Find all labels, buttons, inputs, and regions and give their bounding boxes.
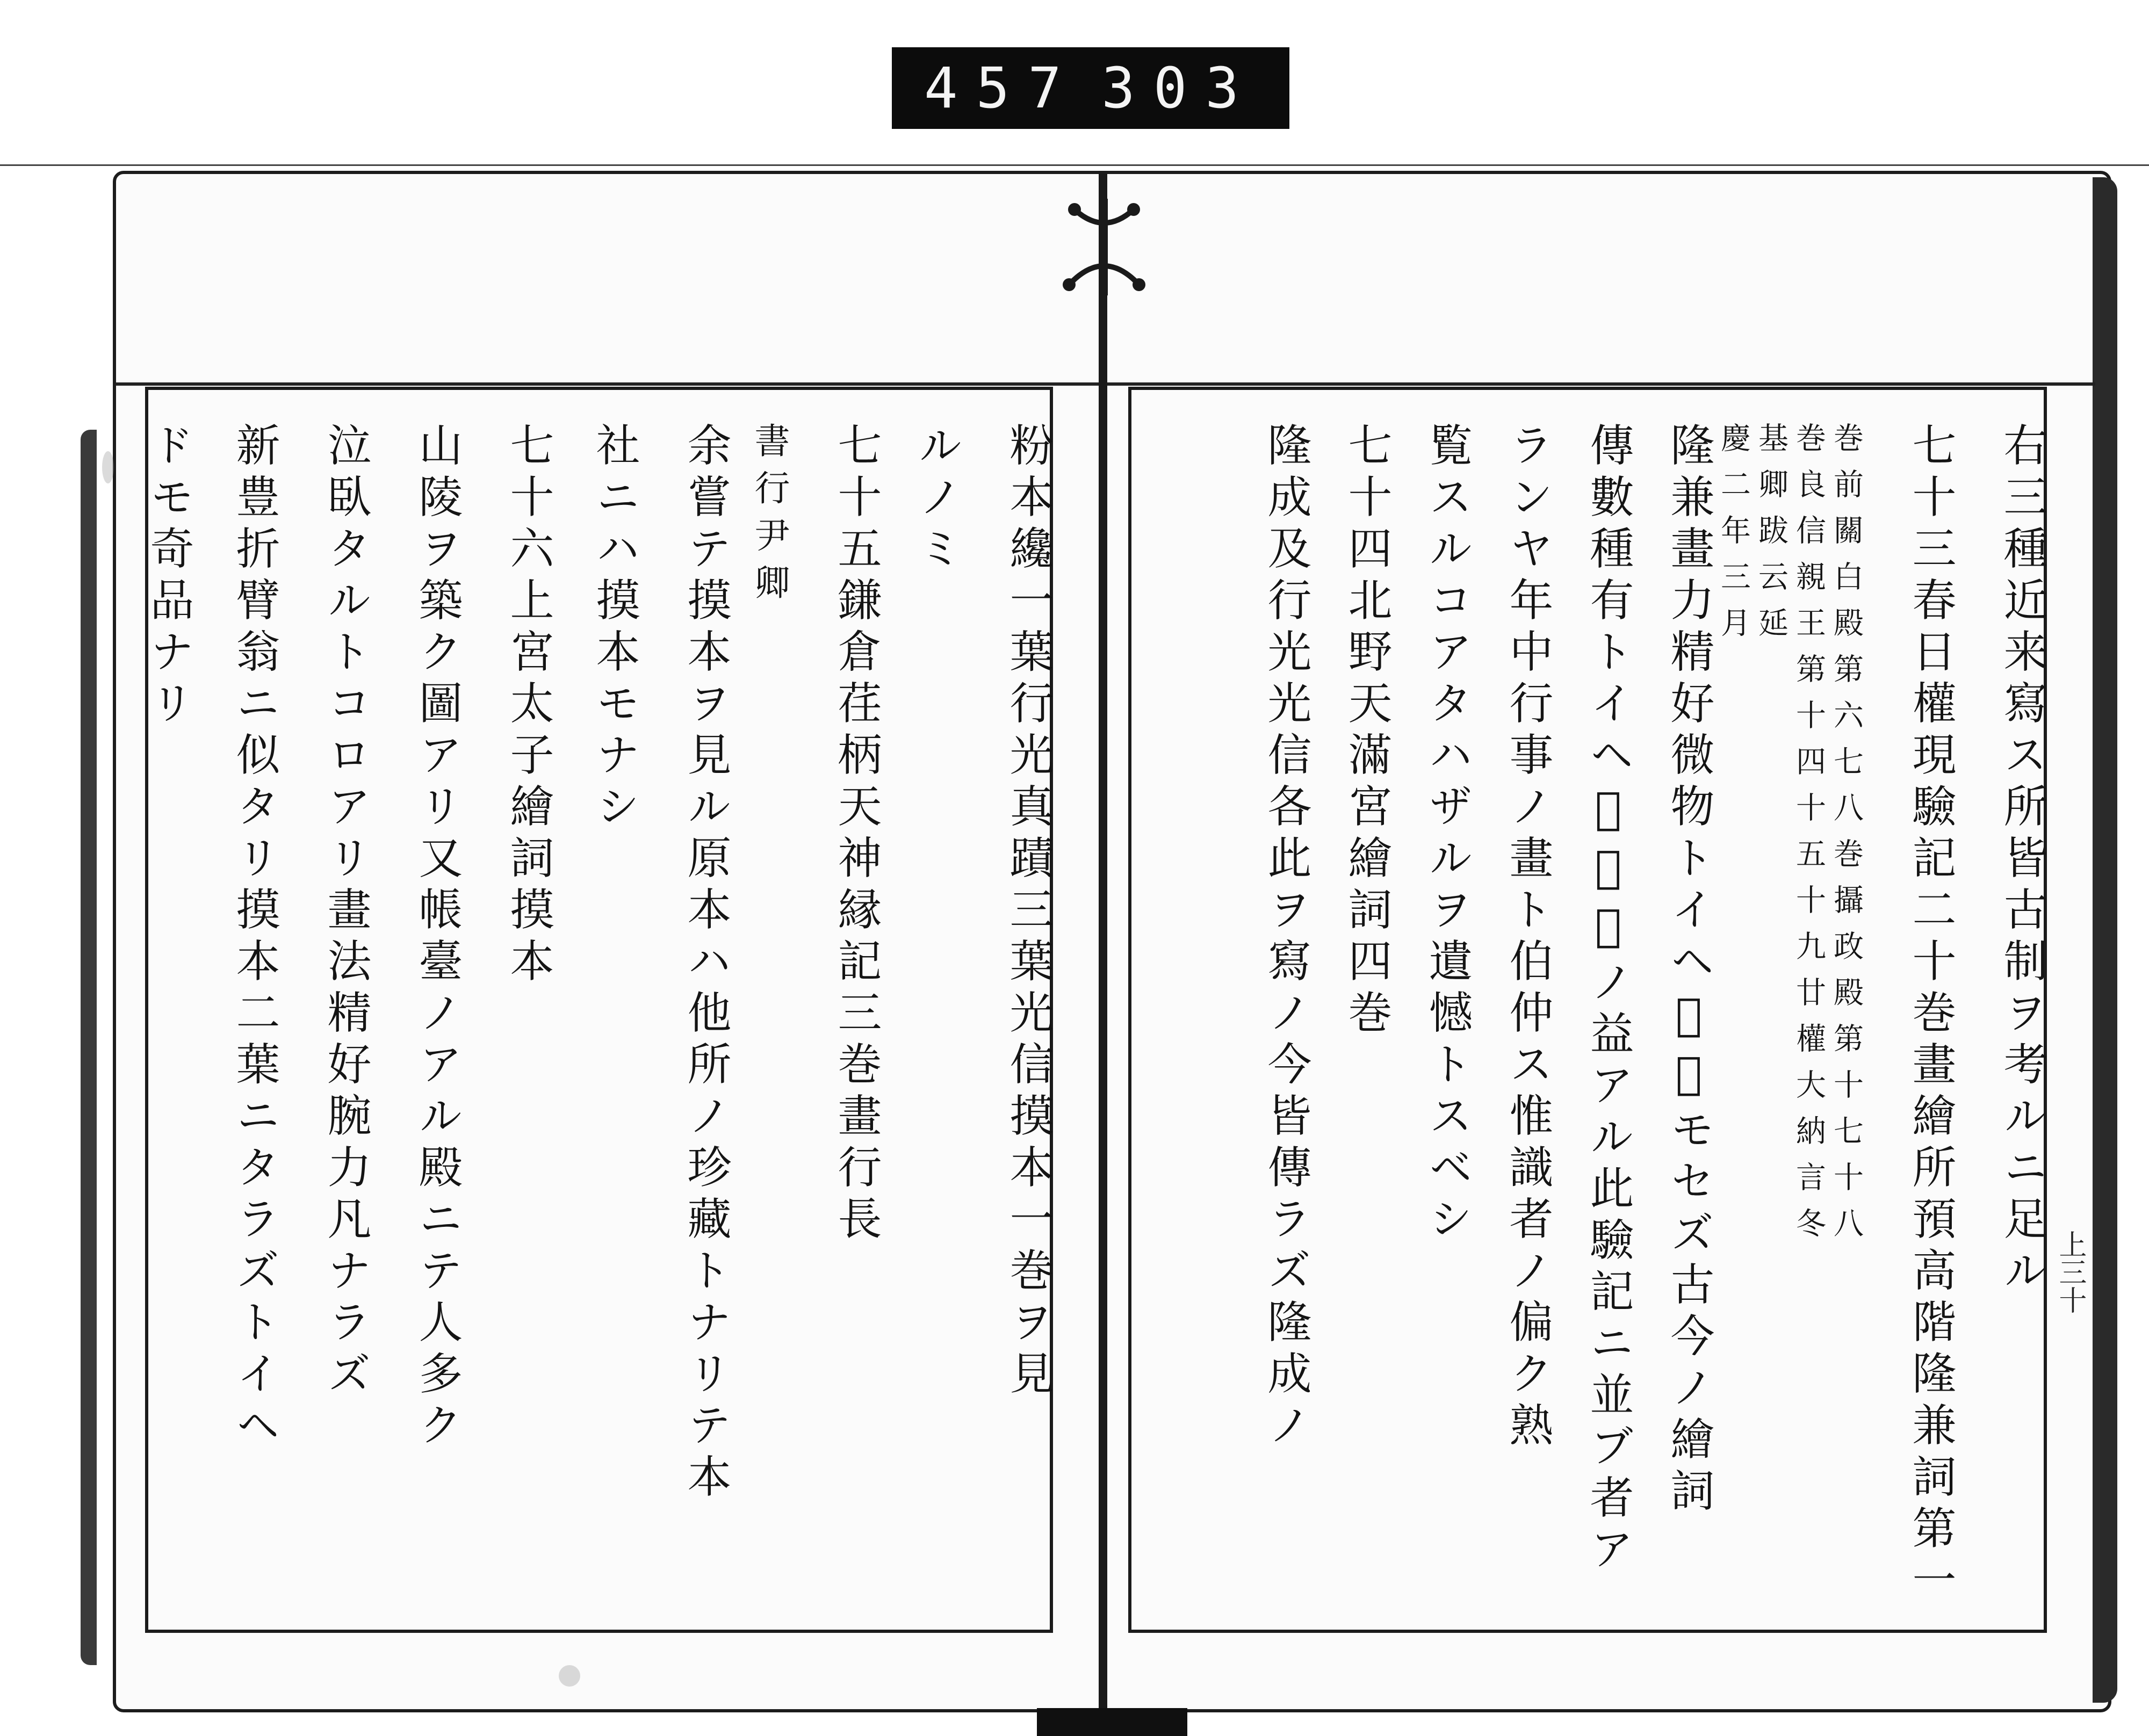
right-page-text-column: ランヤ年中行事ノ畫ト伯仲ス惟識者ノ偏ク熟 — [1502, 422, 1553, 1453]
book-left-edge — [81, 430, 97, 1665]
left-top-rule — [116, 382, 1099, 386]
left-page-text-column: 粉本纔一葉行光真蹟三葉光信摸本一巻ヲ見 — [1003, 422, 1054, 1402]
right-page-text-column: 基卿跋云延 — [1754, 422, 1789, 653]
right-page-text-column: 傳數種有トイヘ𪜈考古ノ益アル此驗記ニ並ブ者ア — [1583, 422, 1634, 1578]
left-page-text-column: 社ニハ摸本モナシ — [589, 422, 640, 835]
right-page-text-column: 慶二年三月 — [1716, 422, 1751, 653]
left-page-text-column: ルノミ — [911, 422, 962, 577]
book-spine — [1099, 171, 1107, 1728]
right-page-text-column: 七十三春日權現驗記二十巻畫繪所預高階隆兼詞第一 — [1905, 422, 1956, 1608]
right-page-text-column: 右三種近来寫ス所皆古制ヲ考ルニ足ル — [1996, 422, 2047, 1299]
left-page-frame — [145, 387, 1053, 1633]
right-page-text-column: 七十四北野天滿宮繪詞四巻 — [1341, 422, 1392, 1041]
right-page-frame — [1128, 387, 2047, 1633]
left-page-text-column: 山陵ヲ築ク圖アリ又帳臺ノアル殿ニテ人多ク — [412, 422, 463, 1453]
left-page-text-column: 書行尹卿 — [748, 422, 790, 611]
left-page-columns — [143, 390, 1054, 1630]
right-page-text-column: 隆成及行光光信各此ヲ寫ノ今皆傳ラズ隆成ノ — [1260, 422, 1311, 1453]
folio-number: 上三十 — [2054, 1230, 2086, 1314]
spine-foot — [1037, 1708, 1187, 1736]
right-page-text-column: 巻良信親王第十四十五十九廿權大納言冬 — [1791, 422, 1826, 1254]
left-page-text-column: 余嘗テ摸本ヲ見ル原本ハ他所ノ珍藏トナリテ本 — [680, 422, 731, 1505]
left-page-text-column: 七十六上宮太子繪詞摸本 — [503, 422, 554, 989]
right-page-text-column: 隆兼畫力精好微物トイヘ𪜈苟モセズ古今ノ繪詞 — [1663, 422, 1714, 1519]
right-top-rule — [1107, 382, 2095, 386]
left-page-text-column: 新豊折臂翁ニ似タリ摸本二葉ニタラズトイヘ — [229, 422, 280, 1453]
catalog-number-left: 457 — [924, 55, 1080, 121]
catalog-number-plate — [892, 47, 1289, 129]
ink-smudge — [559, 1665, 580, 1687]
catalog-number-right: 303 — [1101, 55, 1257, 121]
book-right-edge — [2093, 177, 2117, 1703]
right-page-columns — [1131, 390, 2047, 1630]
left-page-text-column: ドモ奇品ナリ — [143, 422, 194, 732]
left-page-text-column: 泣臥タルトコロアリ畫法精好腕力凡ナラズ — [320, 422, 371, 1402]
right-page-text-column: 巻前關白殿第六七八巻攝政殿第十七十八 — [1829, 422, 1864, 1254]
right-page-text-column: 覧スルコアタハザルヲ遺憾トスベシ — [1422, 422, 1473, 1247]
left-page-text-column: 七十五鎌倉荏柄天神縁記三巻畫行長 — [831, 422, 882, 1247]
scan-line — [0, 164, 2149, 166]
ink-smudge — [102, 451, 114, 483]
